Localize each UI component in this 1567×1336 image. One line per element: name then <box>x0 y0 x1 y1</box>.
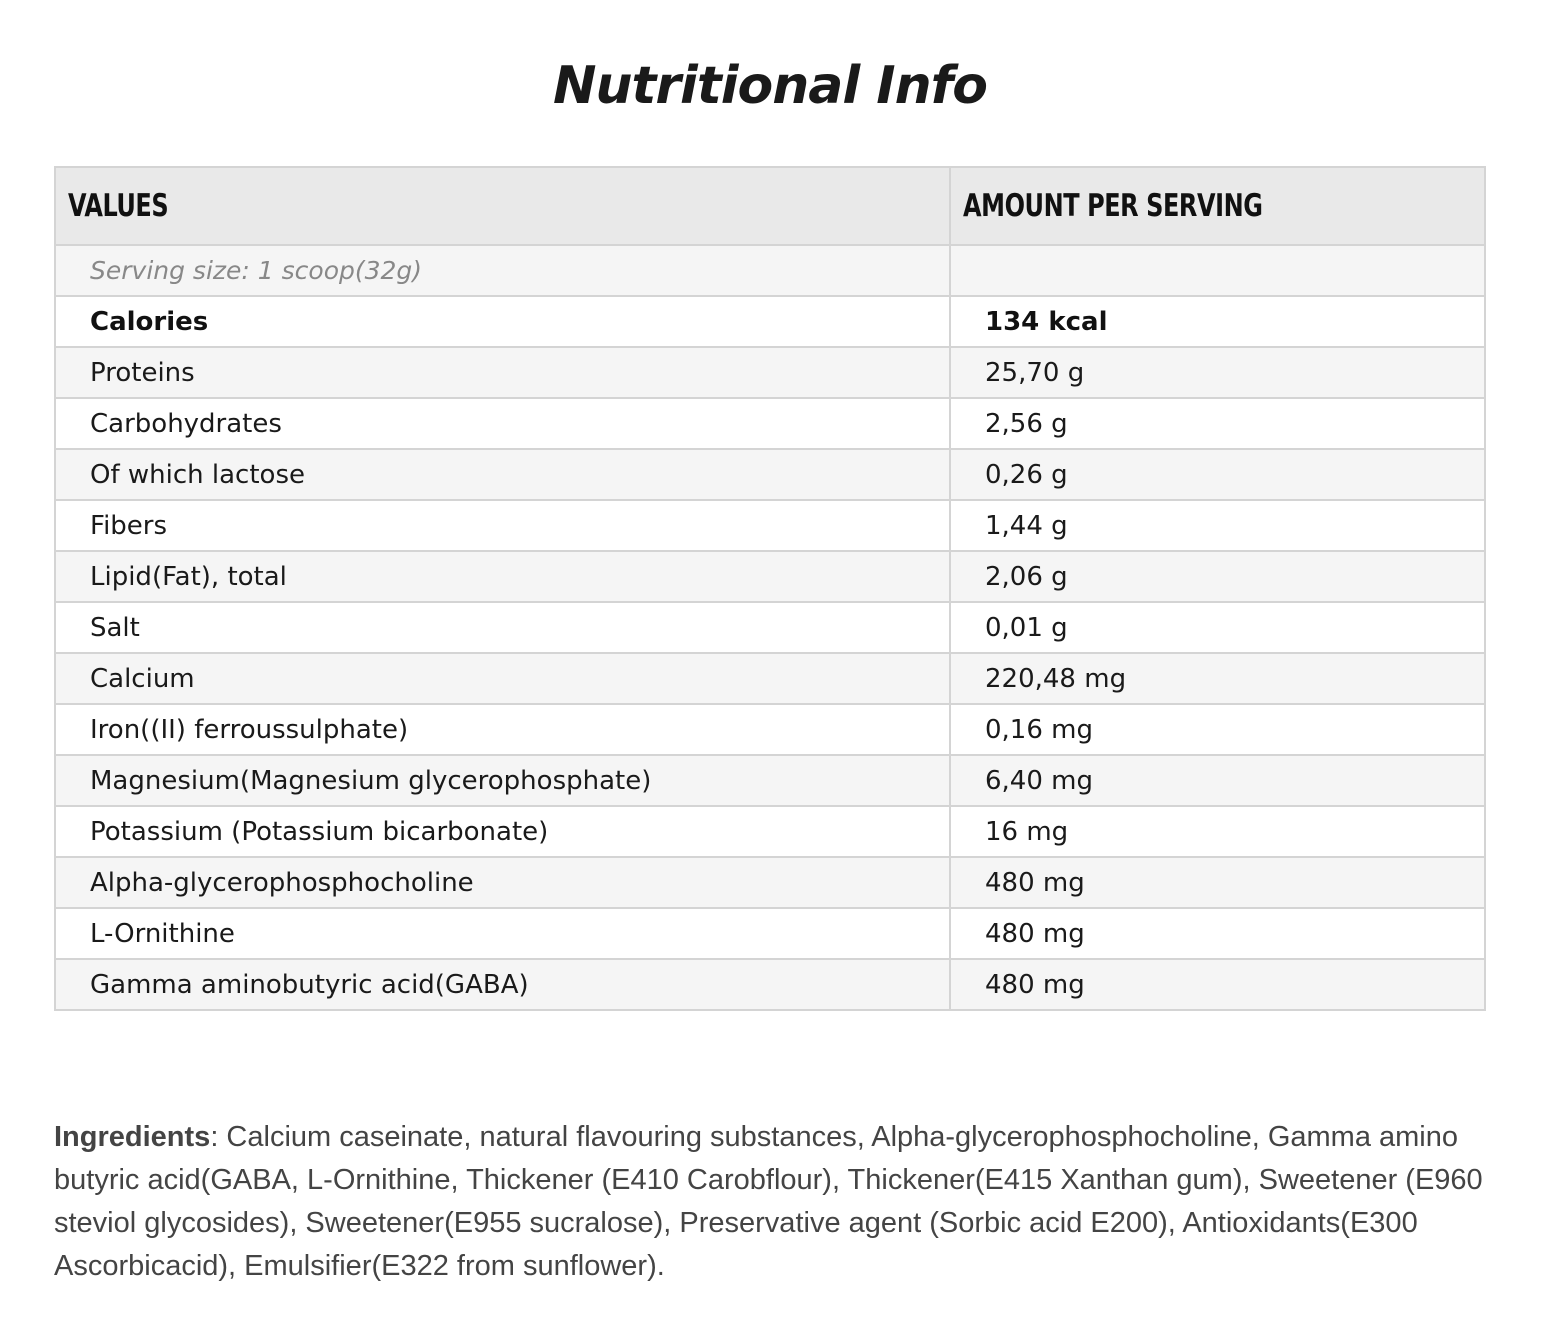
ingredients-list: : Calcium caseinate, natural flavouring substances, Alpha-glycerophosphocholine, Gamma amino butyric acid(GABA, L-Ornithine, Thickener (E410 Carobflour), Thickener(E415 Xanthan gum), Sweetener (E960 steviol glycosides), Sweetener(E955 sucralose), Preservative agent (Sorbic acid E200), Antioxidants(E300 Ascorbicacid), Emulsifier(E322 from sunflower). <box>54 1121 1483 1282</box>
nutrient-name: L-Ornithine <box>55 908 950 959</box>
nutrient-name: Potassium (Potassium bicarbonate) <box>55 806 950 857</box>
nutrient-amount: 1,44 g <box>950 500 1485 551</box>
table-row <box>55 857 1485 908</box>
nutrient-name: Iron((II) ferroussulphate) <box>55 704 950 755</box>
nutrient-name: Salt <box>55 602 950 653</box>
nutrient-name: Fibers <box>55 500 950 551</box>
nutrient-name: Of which lactose <box>55 449 950 500</box>
nutrient-amount: 6,40 mg <box>950 755 1485 806</box>
table-row <box>55 806 1485 857</box>
nutrient-amount: 480 mg <box>950 857 1485 908</box>
nutrient-amount: 2,06 g <box>950 551 1485 602</box>
table-row <box>55 296 1485 347</box>
ingredients-text <box>54 1116 1494 1288</box>
nutrient-amount: 480 mg <box>950 908 1485 959</box>
nutrient-amount: 2,56 g <box>950 398 1485 449</box>
column-header-amount: AMOUNT PER SERVING <box>950 167 1485 245</box>
nutrient-name: Calcium <box>55 653 950 704</box>
serving-size-value <box>950 245 1485 296</box>
nutrient-name: Carbohydrates <box>55 398 950 449</box>
nutrient-name: Proteins <box>55 347 950 398</box>
nutrient-name: Gamma aminobutyric acid(GABA) <box>55 959 950 1010</box>
table-row <box>55 959 1485 1010</box>
nutrient-amount: 480 mg <box>950 959 1485 1010</box>
nutrient-amount: 0,01 g <box>950 602 1485 653</box>
nutrient-amount: 0,16 mg <box>950 704 1485 755</box>
nutrition-table <box>54 166 1486 1011</box>
nutrient-name: Alpha-glycerophosphocholine <box>55 857 950 908</box>
table-header-row <box>55 167 1485 245</box>
table-row <box>55 704 1485 755</box>
serving-size-label: Serving size: 1 scoop(32g) <box>55 245 950 296</box>
table-row <box>55 653 1485 704</box>
serving-size-row <box>55 245 1485 296</box>
table-row <box>55 551 1485 602</box>
table-row <box>55 347 1485 398</box>
nutrient-name: Lipid(Fat), total <box>55 551 950 602</box>
column-header-values: VALUES <box>55 167 950 245</box>
ingredients-label: Ingredients <box>54 1121 211 1153</box>
page-title: Nutritional Info <box>552 56 988 116</box>
table-row <box>55 602 1485 653</box>
table-row <box>55 755 1485 806</box>
table-row <box>55 398 1485 449</box>
nutrient-amount: 16 mg <box>950 806 1485 857</box>
nutrient-name: Calories <box>55 296 950 347</box>
nutrient-amount: 25,70 g <box>950 347 1485 398</box>
table-row <box>55 500 1485 551</box>
nutrient-amount: 220,48 mg <box>950 653 1485 704</box>
nutrient-name: Magnesium(Magnesium glycerophosphate) <box>55 755 950 806</box>
table-row <box>55 908 1485 959</box>
table-row <box>55 449 1485 500</box>
nutrient-amount: 0,26 g <box>950 449 1485 500</box>
nutrient-amount: 134 kcal <box>950 296 1485 347</box>
